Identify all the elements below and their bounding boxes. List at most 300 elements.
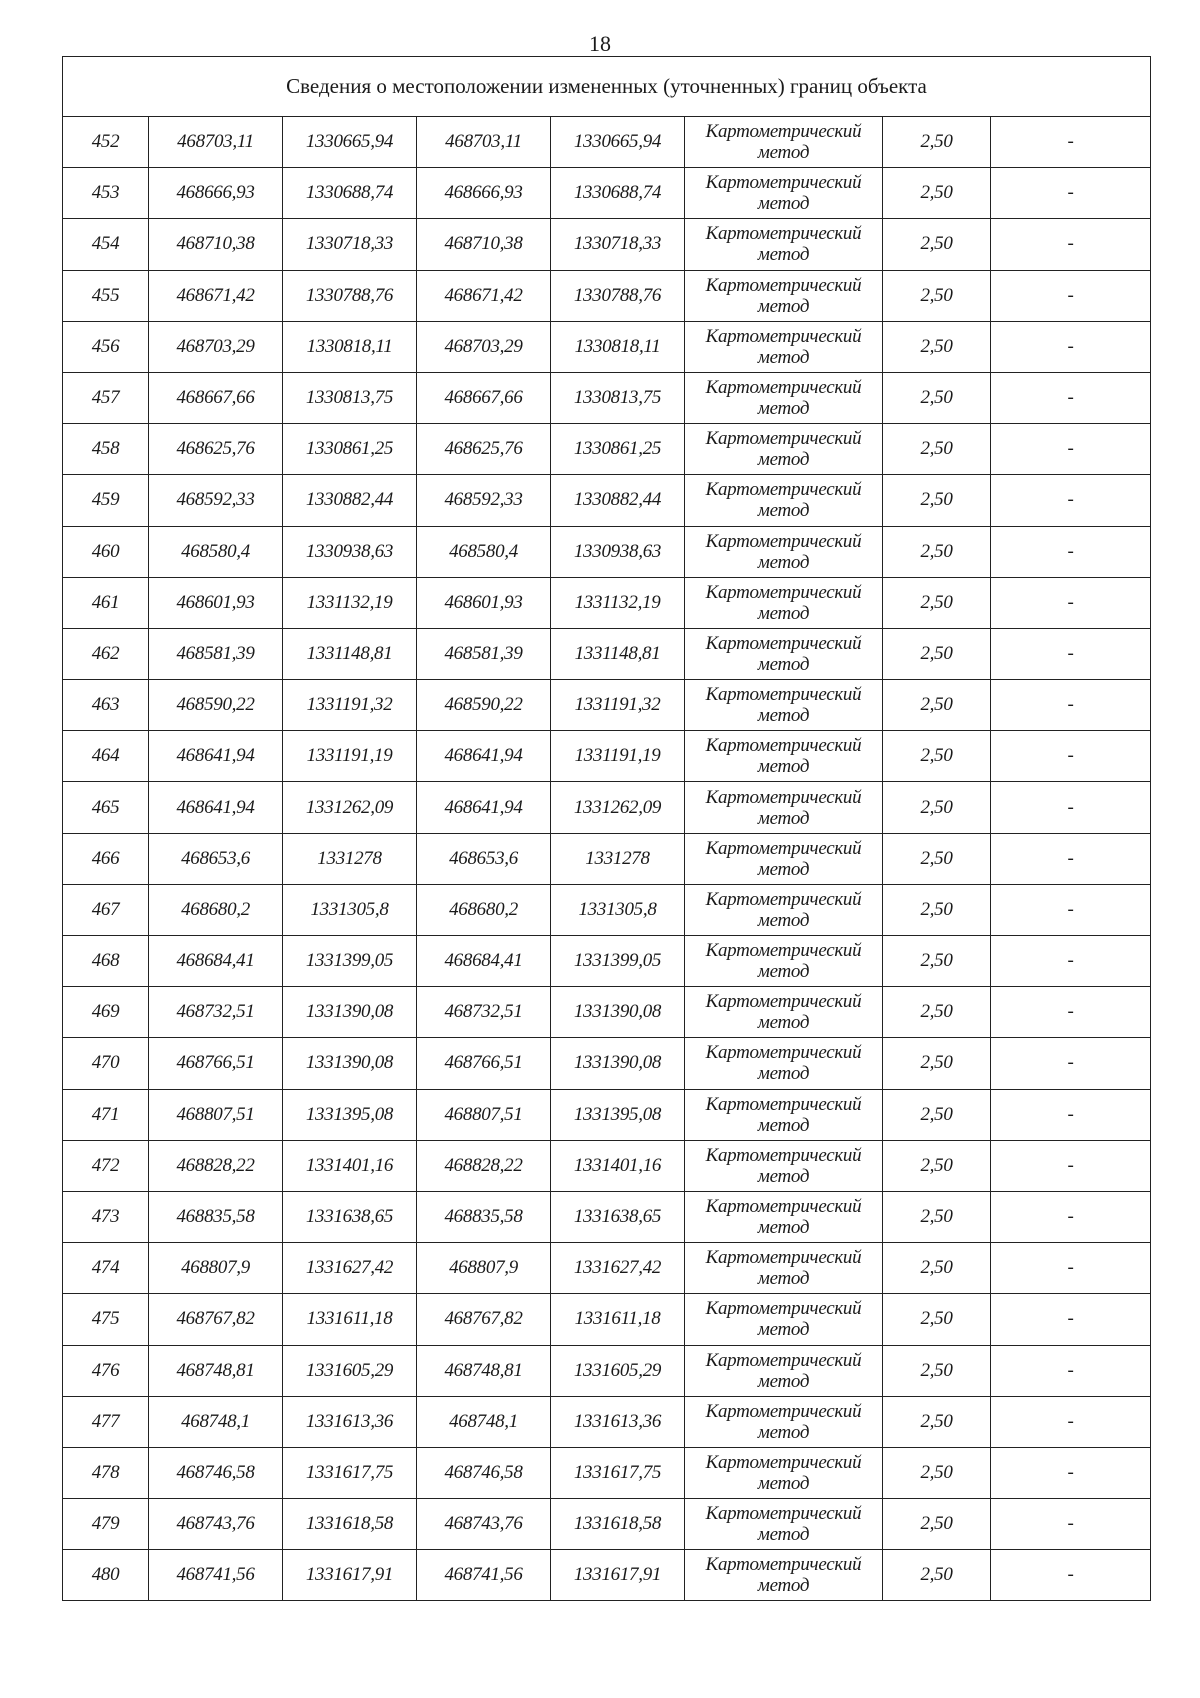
x-new-cell: 468703,11 (417, 117, 551, 168)
y-existing-cell: 1331395,08 (283, 1089, 417, 1140)
note-cell: - (991, 219, 1151, 270)
method-label-line2: метод (757, 1472, 810, 1494)
y-new-cell: 1330818,11 (551, 321, 685, 372)
y-new-cell: 1331638,65 (551, 1191, 685, 1242)
x-new-cell: 468807,51 (417, 1089, 551, 1140)
note-cell: - (991, 628, 1151, 679)
method-label-line2: метод (757, 1012, 810, 1034)
point-number-cell: 476 (63, 1345, 149, 1396)
point-number-cell: 465 (63, 782, 149, 833)
y-new-cell: 1330688,74 (551, 168, 685, 219)
x-existing-cell: 468666,93 (149, 168, 283, 219)
method-label-line1: Картометрический (705, 1093, 862, 1115)
y-existing-cell: 1331617,75 (283, 1447, 417, 1498)
method-label-line2: метод (757, 756, 810, 778)
table-body (63, 117, 1151, 1601)
table-row (63, 1396, 1151, 1447)
note-cell: - (991, 1345, 1151, 1396)
x-existing-cell: 468703,11 (149, 117, 283, 168)
method-label-line2: метод (757, 1063, 810, 1085)
precision-cell: 2,50 (883, 117, 991, 168)
method-label-line2: метод (757, 1217, 810, 1239)
note-cell: - (991, 1294, 1151, 1345)
precision-cell: 2,50 (883, 526, 991, 577)
y-new-cell: 1331305,8 (551, 884, 685, 935)
method-label-line2: метод (757, 1165, 810, 1187)
x-new-cell: 468746,58 (417, 1447, 551, 1498)
method-cell (685, 936, 883, 987)
x-existing-cell: 468835,58 (149, 1191, 283, 1242)
method-label-line2: метод (757, 1319, 810, 1341)
method-label-line2: метод (757, 1524, 810, 1546)
precision-cell: 2,50 (883, 168, 991, 219)
method-label-line2: метод (757, 858, 810, 880)
table-row (63, 321, 1151, 372)
method-label-line1: Картометрический (705, 888, 862, 910)
method-label-line2: метод (757, 193, 810, 215)
method-label-line1: Картометрический (705, 1196, 862, 1218)
method-label-line2: метод (757, 1421, 810, 1443)
x-existing-cell: 468807,9 (149, 1243, 283, 1294)
point-number-cell: 474 (63, 1243, 149, 1294)
table-row (63, 731, 1151, 782)
table-row (63, 936, 1151, 987)
y-new-cell: 1331611,18 (551, 1294, 685, 1345)
x-new-cell: 468828,22 (417, 1140, 551, 1191)
method-cell (685, 1447, 883, 1498)
y-existing-cell: 1331262,09 (283, 782, 417, 833)
x-new-cell: 468580,4 (417, 526, 551, 577)
y-existing-cell: 1330665,94 (283, 117, 417, 168)
y-existing-cell: 1331613,36 (283, 1396, 417, 1447)
table-row (63, 1499, 1151, 1550)
x-new-cell: 468835,58 (417, 1191, 551, 1242)
method-label-line1: Картометрический (705, 632, 862, 654)
method-label-line1: Картометрический (705, 1451, 862, 1473)
table-row (63, 219, 1151, 270)
table-row (63, 1038, 1151, 1089)
y-new-cell: 1331613,36 (551, 1396, 685, 1447)
x-existing-cell: 468601,93 (149, 577, 283, 628)
x-new-cell: 468671,42 (417, 270, 551, 321)
y-existing-cell: 1330718,33 (283, 219, 417, 270)
x-existing-cell: 468766,51 (149, 1038, 283, 1089)
x-existing-cell: 468710,38 (149, 219, 283, 270)
precision-cell: 2,50 (883, 1191, 991, 1242)
method-label-line1: Картометрический (705, 223, 862, 245)
method-label-line2: метод (757, 500, 810, 522)
method-label-line1: Картометрический (705, 1503, 862, 1525)
y-existing-cell: 1331618,58 (283, 1499, 417, 1550)
y-existing-cell: 1331390,08 (283, 1038, 417, 1089)
method-label-line1: Картометрический (705, 121, 862, 143)
y-existing-cell: 1331148,81 (283, 628, 417, 679)
method-label-line2: метод (757, 1370, 810, 1392)
y-new-cell: 1331605,29 (551, 1345, 685, 1396)
point-number-cell: 462 (63, 628, 149, 679)
method-label-line1: Картометрический (705, 377, 862, 399)
method-cell (685, 1499, 883, 1550)
x-new-cell: 468807,9 (417, 1243, 551, 1294)
point-number-cell: 457 (63, 372, 149, 423)
y-new-cell: 1331390,08 (551, 1038, 685, 1089)
y-existing-cell: 1330688,74 (283, 168, 417, 219)
table-row (63, 680, 1151, 731)
x-existing-cell: 468807,51 (149, 1089, 283, 1140)
precision-cell: 2,50 (883, 1089, 991, 1140)
method-cell (685, 1345, 883, 1396)
y-existing-cell: 1331627,42 (283, 1243, 417, 1294)
precision-cell: 2,50 (883, 1345, 991, 1396)
note-cell: - (991, 270, 1151, 321)
y-existing-cell: 1331617,91 (283, 1550, 417, 1601)
precision-cell: 2,50 (883, 270, 991, 321)
method-label-line1: Картометрический (705, 325, 862, 347)
method-cell (685, 987, 883, 1038)
method-label-line2: метод (757, 705, 810, 727)
method-label-line1: Картометрический (705, 479, 862, 501)
x-existing-cell: 468592,33 (149, 475, 283, 526)
x-existing-cell: 468767,82 (149, 1294, 283, 1345)
point-number-cell: 480 (63, 1550, 149, 1601)
x-existing-cell: 468680,2 (149, 884, 283, 935)
table-row (63, 526, 1151, 577)
point-number-cell: 461 (63, 577, 149, 628)
point-number-cell: 463 (63, 680, 149, 731)
precision-cell: 2,50 (883, 424, 991, 475)
point-number-cell: 479 (63, 1499, 149, 1550)
y-new-cell: 1331618,58 (551, 1499, 685, 1550)
y-existing-cell: 1331191,32 (283, 680, 417, 731)
method-label-line1: Картометрический (705, 1298, 862, 1320)
point-number-cell: 454 (63, 219, 149, 270)
x-existing-cell: 468653,6 (149, 833, 283, 884)
point-number-cell: 470 (63, 1038, 149, 1089)
y-new-cell: 1331132,19 (551, 577, 685, 628)
note-cell: - (991, 1140, 1151, 1191)
note-cell: - (991, 168, 1151, 219)
x-new-cell: 468743,76 (417, 1499, 551, 1550)
y-existing-cell: 1331611,18 (283, 1294, 417, 1345)
x-existing-cell: 468580,4 (149, 526, 283, 577)
table-row (63, 424, 1151, 475)
x-new-cell: 468641,94 (417, 731, 551, 782)
method-cell (685, 1243, 883, 1294)
point-number-cell: 459 (63, 475, 149, 526)
note-cell: - (991, 987, 1151, 1038)
x-existing-cell: 468684,41 (149, 936, 283, 987)
method-cell (685, 731, 883, 782)
note-cell: - (991, 680, 1151, 731)
method-label-line1: Картометрический (705, 837, 862, 859)
y-existing-cell: 1330818,11 (283, 321, 417, 372)
x-existing-cell: 468641,94 (149, 731, 283, 782)
point-number-cell: 458 (63, 424, 149, 475)
precision-cell: 2,50 (883, 577, 991, 628)
x-new-cell: 468766,51 (417, 1038, 551, 1089)
method-label-line1: Картометрический (705, 1042, 862, 1064)
x-new-cell: 468667,66 (417, 372, 551, 423)
note-cell: - (991, 833, 1151, 884)
method-label-line2: метод (757, 909, 810, 931)
x-existing-cell: 468828,22 (149, 1140, 283, 1191)
x-new-cell: 468680,2 (417, 884, 551, 935)
method-cell (685, 117, 883, 168)
note-cell: - (991, 1243, 1151, 1294)
y-new-cell: 1331399,05 (551, 936, 685, 987)
note-cell: - (991, 372, 1151, 423)
method-label-line1: Картометрический (705, 530, 862, 552)
point-number-cell: 455 (63, 270, 149, 321)
precision-cell: 2,50 (883, 475, 991, 526)
method-label-line2: метод (757, 449, 810, 471)
method-label-line1: Картометрический (705, 1400, 862, 1422)
x-new-cell: 468625,76 (417, 424, 551, 475)
point-number-cell: 473 (63, 1191, 149, 1242)
method-label-line2: метод (757, 551, 810, 573)
method-label-line1: Картометрический (705, 1247, 862, 1269)
precision-cell: 2,50 (883, 1243, 991, 1294)
point-number-cell: 478 (63, 1447, 149, 1498)
y-new-cell: 1331627,42 (551, 1243, 685, 1294)
y-new-cell: 1331617,75 (551, 1447, 685, 1498)
y-existing-cell: 1330938,63 (283, 526, 417, 577)
method-label-line2: метод (757, 961, 810, 983)
method-label-line2: метод (757, 1268, 810, 1290)
y-new-cell: 1330665,94 (551, 117, 685, 168)
y-new-cell: 1331390,08 (551, 987, 685, 1038)
table-row (63, 987, 1151, 1038)
note-cell: - (991, 1447, 1151, 1498)
table-row (63, 1191, 1151, 1242)
point-number-cell: 466 (63, 833, 149, 884)
method-label-line1: Картометрический (705, 1144, 862, 1166)
coordinates-table (62, 56, 1151, 1601)
table-row (63, 1294, 1151, 1345)
x-new-cell: 468666,93 (417, 168, 551, 219)
y-existing-cell: 1331638,65 (283, 1191, 417, 1242)
method-label-line2: метод (757, 807, 810, 829)
method-label-line2: метод (757, 346, 810, 368)
point-number-cell: 472 (63, 1140, 149, 1191)
precision-cell: 2,50 (883, 884, 991, 935)
method-cell (685, 475, 883, 526)
y-existing-cell: 1331399,05 (283, 936, 417, 987)
precision-cell: 2,50 (883, 219, 991, 270)
point-number-cell: 477 (63, 1396, 149, 1447)
table-row (63, 372, 1151, 423)
precision-cell: 2,50 (883, 680, 991, 731)
x-existing-cell: 468625,76 (149, 424, 283, 475)
note-cell: - (991, 577, 1151, 628)
table-row (63, 1447, 1151, 1498)
x-new-cell: 468767,82 (417, 1294, 551, 1345)
note-cell: - (991, 782, 1151, 833)
table-row (63, 782, 1151, 833)
table-row (63, 1243, 1151, 1294)
table-row (63, 475, 1151, 526)
method-label-line1: Картометрический (705, 581, 862, 603)
method-label-line1: Картометрический (705, 684, 862, 706)
method-cell (685, 1140, 883, 1191)
note-cell: - (991, 1191, 1151, 1242)
y-existing-cell: 1330788,76 (283, 270, 417, 321)
note-cell: - (991, 731, 1151, 782)
x-existing-cell: 468703,29 (149, 321, 283, 372)
y-existing-cell: 1330813,75 (283, 372, 417, 423)
method-label-line2: метод (757, 244, 810, 266)
x-new-cell: 468710,38 (417, 219, 551, 270)
table-row (63, 117, 1151, 168)
y-existing-cell: 1330861,25 (283, 424, 417, 475)
note-cell: - (991, 1089, 1151, 1140)
x-existing-cell: 468641,94 (149, 782, 283, 833)
y-existing-cell: 1331191,19 (283, 731, 417, 782)
x-existing-cell: 468748,81 (149, 1345, 283, 1396)
method-cell (685, 321, 883, 372)
point-number-cell: 464 (63, 731, 149, 782)
y-new-cell: 1331617,91 (551, 1550, 685, 1601)
note-cell: - (991, 1038, 1151, 1089)
method-label-line2: метод (757, 295, 810, 317)
method-cell (685, 1396, 883, 1447)
point-number-cell: 456 (63, 321, 149, 372)
note-cell: - (991, 475, 1151, 526)
method-cell (685, 833, 883, 884)
point-number-cell: 453 (63, 168, 149, 219)
note-cell: - (991, 321, 1151, 372)
table-row (63, 168, 1151, 219)
note-cell: - (991, 1499, 1151, 1550)
y-existing-cell: 1331132,19 (283, 577, 417, 628)
page-number: 18 (589, 31, 611, 56)
x-existing-cell: 468743,76 (149, 1499, 283, 1550)
table-row (63, 270, 1151, 321)
method-label-line1: Картометрический (705, 735, 862, 757)
y-new-cell: 1331262,09 (551, 782, 685, 833)
method-cell (685, 424, 883, 475)
method-cell (685, 577, 883, 628)
method-cell (685, 680, 883, 731)
note-cell: - (991, 526, 1151, 577)
method-cell (685, 1089, 883, 1140)
x-new-cell: 468590,22 (417, 680, 551, 731)
x-new-cell: 468703,29 (417, 321, 551, 372)
note-cell: - (991, 1396, 1151, 1447)
y-existing-cell: 1331278 (283, 833, 417, 884)
y-new-cell: 1330861,25 (551, 424, 685, 475)
note-cell: - (991, 117, 1151, 168)
precision-cell: 2,50 (883, 1038, 991, 1089)
y-new-cell: 1330718,33 (551, 219, 685, 270)
precision-cell: 2,50 (883, 321, 991, 372)
x-new-cell: 468653,6 (417, 833, 551, 884)
y-existing-cell: 1331305,8 (283, 884, 417, 935)
table-row (63, 1140, 1151, 1191)
method-cell (685, 628, 883, 679)
precision-cell: 2,50 (883, 1294, 991, 1345)
y-new-cell: 1331395,08 (551, 1089, 685, 1140)
precision-cell: 2,50 (883, 833, 991, 884)
y-existing-cell: 1331390,08 (283, 987, 417, 1038)
x-existing-cell: 468732,51 (149, 987, 283, 1038)
precision-cell: 2,50 (883, 1140, 991, 1191)
x-existing-cell: 468741,56 (149, 1550, 283, 1601)
precision-cell: 2,50 (883, 782, 991, 833)
x-new-cell: 468601,93 (417, 577, 551, 628)
method-cell (685, 884, 883, 935)
method-label-line2: метод (757, 653, 810, 675)
y-existing-cell: 1331605,29 (283, 1345, 417, 1396)
x-new-cell: 468748,81 (417, 1345, 551, 1396)
method-label-line2: метод (757, 1114, 810, 1136)
method-label-line2: метод (757, 398, 810, 420)
method-cell (685, 372, 883, 423)
y-new-cell: 1331278 (551, 833, 685, 884)
method-cell (685, 168, 883, 219)
note-cell: - (991, 936, 1151, 987)
method-label-line1: Картометрический (705, 1554, 862, 1576)
y-existing-cell: 1330882,44 (283, 475, 417, 526)
x-new-cell: 468741,56 (417, 1550, 551, 1601)
method-label-line1: Картометрический (705, 991, 862, 1013)
method-label-line1: Картометрический (705, 172, 862, 194)
x-existing-cell: 468667,66 (149, 372, 283, 423)
note-cell: - (991, 424, 1151, 475)
table-row (63, 884, 1151, 935)
method-cell (685, 782, 883, 833)
point-number-cell: 460 (63, 526, 149, 577)
point-number-cell: 475 (63, 1294, 149, 1345)
method-label-line1: Картометрический (705, 428, 862, 450)
x-existing-cell: 468671,42 (149, 270, 283, 321)
precision-cell: 2,50 (883, 1396, 991, 1447)
y-existing-cell: 1331401,16 (283, 1140, 417, 1191)
x-new-cell: 468592,33 (417, 475, 551, 526)
method-label-line1: Картометрический (705, 1349, 862, 1371)
x-existing-cell: 468590,22 (149, 680, 283, 731)
precision-cell: 2,50 (883, 987, 991, 1038)
table-title: Сведения о местоположении измененных (уточненных) границ объекта (63, 57, 1151, 117)
y-new-cell: 1330938,63 (551, 526, 685, 577)
y-new-cell: 1331191,19 (551, 731, 685, 782)
point-number-cell: 452 (63, 117, 149, 168)
y-new-cell: 1330813,75 (551, 372, 685, 423)
table-row (63, 1345, 1151, 1396)
precision-cell: 2,50 (883, 936, 991, 987)
method-cell (685, 219, 883, 270)
method-label-line1: Картометрический (705, 786, 862, 808)
method-cell (685, 1038, 883, 1089)
y-new-cell: 1331148,81 (551, 628, 685, 679)
precision-cell: 2,50 (883, 628, 991, 679)
table-row (63, 577, 1151, 628)
precision-cell: 2,50 (883, 1447, 991, 1498)
method-cell (685, 526, 883, 577)
note-cell: - (991, 884, 1151, 935)
table-row (63, 833, 1151, 884)
point-number-cell: 469 (63, 987, 149, 1038)
point-number-cell: 468 (63, 936, 149, 987)
method-label-line2: метод (757, 602, 810, 624)
method-label-line1: Картометрический (705, 274, 862, 296)
precision-cell: 2,50 (883, 1550, 991, 1601)
x-new-cell: 468748,1 (417, 1396, 551, 1447)
method-label-line2: метод (757, 1575, 810, 1597)
x-new-cell: 468684,41 (417, 936, 551, 987)
note-cell: - (991, 1550, 1151, 1601)
x-existing-cell: 468746,58 (149, 1447, 283, 1498)
